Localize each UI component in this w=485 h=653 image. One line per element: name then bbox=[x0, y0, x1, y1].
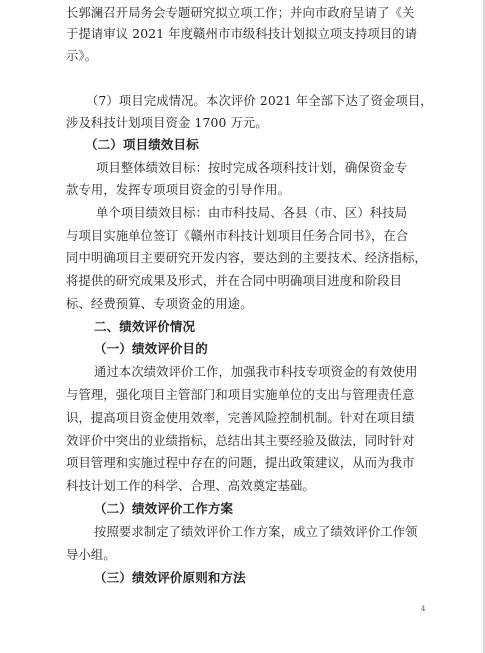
chapter-heading: 二、绩效评价情况 bbox=[94, 319, 196, 334]
text-line: 同中明确项目主要研究开发内容，要达到的主要技术、经济指标， bbox=[66, 251, 427, 265]
text-line: （7）项目完成情况。本次评价 2021 年全部下达了资金项目， bbox=[86, 94, 433, 108]
section-heading: （一）绩效评价目的 bbox=[94, 341, 208, 356]
text-line: 与项目实施单位签订《赣州市科技计划项目任务合同书》，在合 bbox=[66, 229, 409, 243]
text-line: 单个项目绩效目标：由市科技局、各县（市、区）科技局 bbox=[96, 206, 408, 220]
text-line: 通过本次绩效评价工作，加强我市科技专项资金的有效使用 bbox=[94, 365, 418, 379]
text-line: 款专用，发挥专项项目资金的引导作用。 bbox=[66, 183, 291, 197]
text-line: 涉及科技计划项目资金 1700 万元。 bbox=[66, 116, 268, 130]
text-line: 按照要求制定了绩效评价工作方案，成立了绩效评价工作领 bbox=[94, 525, 418, 539]
text-line: 于提请审议 2021 年度赣州市市级科技计划拟立项支持项目的请 bbox=[66, 27, 418, 41]
text-line: 示》。 bbox=[66, 49, 98, 63]
page-number: 4 bbox=[421, 605, 426, 613]
text-line: 标、经费预算、专项资金的用途。 bbox=[66, 297, 253, 311]
text-line: 项目管理和实施过程中存在的问题，提出政策建议，从而为我市 bbox=[66, 456, 415, 470]
text-line: 长郭澜召开局务会专题研究拟立项工作；并向市政府呈请了《关 bbox=[66, 6, 415, 20]
section-heading: （二）绩效评价工作方案 bbox=[94, 501, 234, 516]
text-line: 与管理，强化项目主管部门和项目实施单位的支出与管理责任意 bbox=[66, 388, 415, 402]
section-heading: （二）项目绩效目标 bbox=[85, 137, 199, 152]
text-line: 科技计划工作的科学、合理、高效奠定基础。 bbox=[66, 479, 315, 493]
text-line: 效评价中突出的业绩指标，总结出其主要经验及做法，同时针对 bbox=[66, 434, 415, 448]
text-line: 导小组。 bbox=[66, 548, 116, 562]
section-heading: （三）绩效评价原则和方法 bbox=[94, 570, 246, 585]
text-line: 项目整体绩效目标：按时完成各项科技计划，确保资金专 bbox=[96, 161, 408, 175]
text-line: 识，提高项目资金使用效率，完善风险控制机制。针对在项目绩 bbox=[66, 411, 415, 425]
text-line: 将提供的研究成果及形式，并在合同中明确项目进度和阶段目 bbox=[66, 274, 403, 288]
